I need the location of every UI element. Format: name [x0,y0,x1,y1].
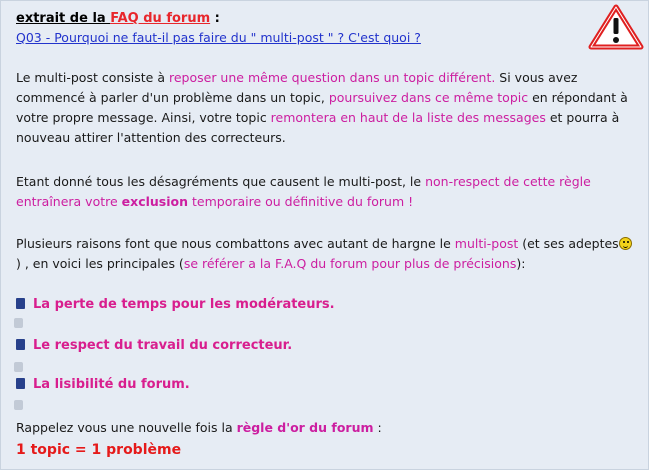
faded-bullet-icon [14,362,23,372]
square-bullet-icon [16,339,25,350]
paragraph-sanction: Etant donné tous les désagréments que causent le multi-post, le non-respect de cette règle entraînera votre exclusion temporaire ou définitive du forum ! [16,174,591,209]
reason-item: La lisibilité du forum. [16,377,190,392]
paragraph-reasons-intro: Plusieurs raisons font que nous combattons avec autant de hargne le multi-post (et ses adeptes) , en voici les principales (se référer a la F.A.Q du forum pour plus de précisions): [16,234,636,274]
header-title [16,11,220,26]
faq-link[interactable]: FAQ du forum [110,11,211,26]
question-link[interactable]: Q03 - Pourquoi ne faut-il pas faire du " multi-post " ? C'est quoi ? [16,30,421,45]
faded-bullet-icon [14,318,23,328]
reason-item: La perte de temps pour les modérateurs. [16,297,335,312]
reason-item: Le respect du travail du correcteur. [16,338,292,353]
faded-bullet-icon [14,400,23,410]
paragraph-golden-rule: Rappelez vous une nouvelle fois la règle d'or du forum : [16,420,382,435]
golden-rule: 1 topic = 1 problème [16,442,182,458]
warning-triangle-icon [588,4,644,50]
header-prefix: extrait de la [16,11,111,26]
header-suffix: : [210,11,220,26]
square-bullet-icon [16,378,25,389]
smiley-icon [619,237,632,250]
square-bullet-icon [16,298,25,309]
paragraph-definition: Le multi-post consiste à reposer une même question dans un topic différent. Si vous avez commencé à parler d'un problème dans un topic, poursuivez dans ce même topic en répondant à votre propre message. Ainsi, votre topic remontera en haut de la liste des messages et pourra à nouveau attirer l'attention des correcteurs. [16,70,628,145]
